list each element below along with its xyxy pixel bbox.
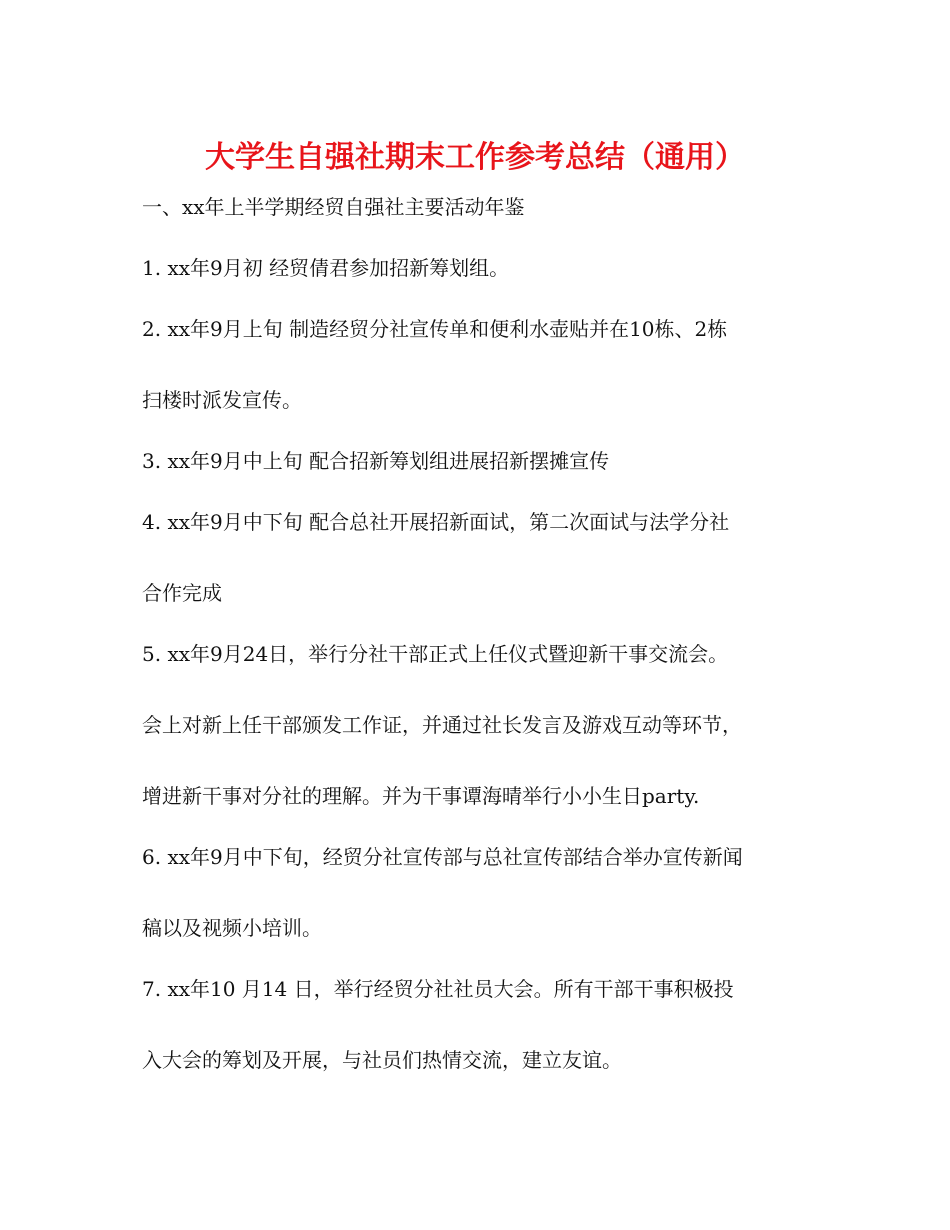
paragraph-line: 增进新干事对分社的理解。并为干事谭海晴举行小小生日party.	[142, 784, 700, 808]
paragraph-line: 4. xx年9月中下旬 配合总社开展招新面试，第二次面试与法学分社	[142, 510, 730, 534]
paragraph-line: 2. xx年9月上旬 制造经贸分社宣传单和便利水壶贴并在10栋、2栋	[142, 317, 728, 341]
paragraph-line: 扫楼时派发宣传。	[142, 388, 302, 412]
section-heading: 一、xx年上半学期经贸自强社主要活动年鉴	[142, 195, 525, 219]
paragraph-line: 稿以及视频小培训。	[142, 916, 322, 940]
document-title: 大学生自强社期末工作参考总结（通用）	[205, 140, 745, 175]
paragraph-line: 3. xx年9月中上旬 配合招新筹划组进展招新摆摊宣传	[142, 449, 610, 473]
paragraph-line: 会上对新上任干部颁发工作证，并通过社长发言及游戏互动等环节，	[142, 713, 742, 737]
paragraph-line: 7. xx年10 月14 日，举行经贸分社社员大会。所有干部干事积极投	[142, 977, 734, 1001]
paragraph-line: 1. xx年9月初 经贸倩君参加招新筹划组。	[142, 256, 510, 280]
paragraph-line: 5. xx年9月24日，举行分社干部正式上任仪式暨迎新干事交流会。	[142, 642, 729, 666]
paragraph-line: 合作完成	[142, 581, 222, 605]
paragraph-line: 6. xx年9月中下旬，经贸分社宣传部与总社宣传部结合举办宣传新闻	[142, 845, 743, 869]
paragraph-line: 入大会的筹划及开展，与社员们热情交流，建立友谊。	[142, 1048, 622, 1072]
